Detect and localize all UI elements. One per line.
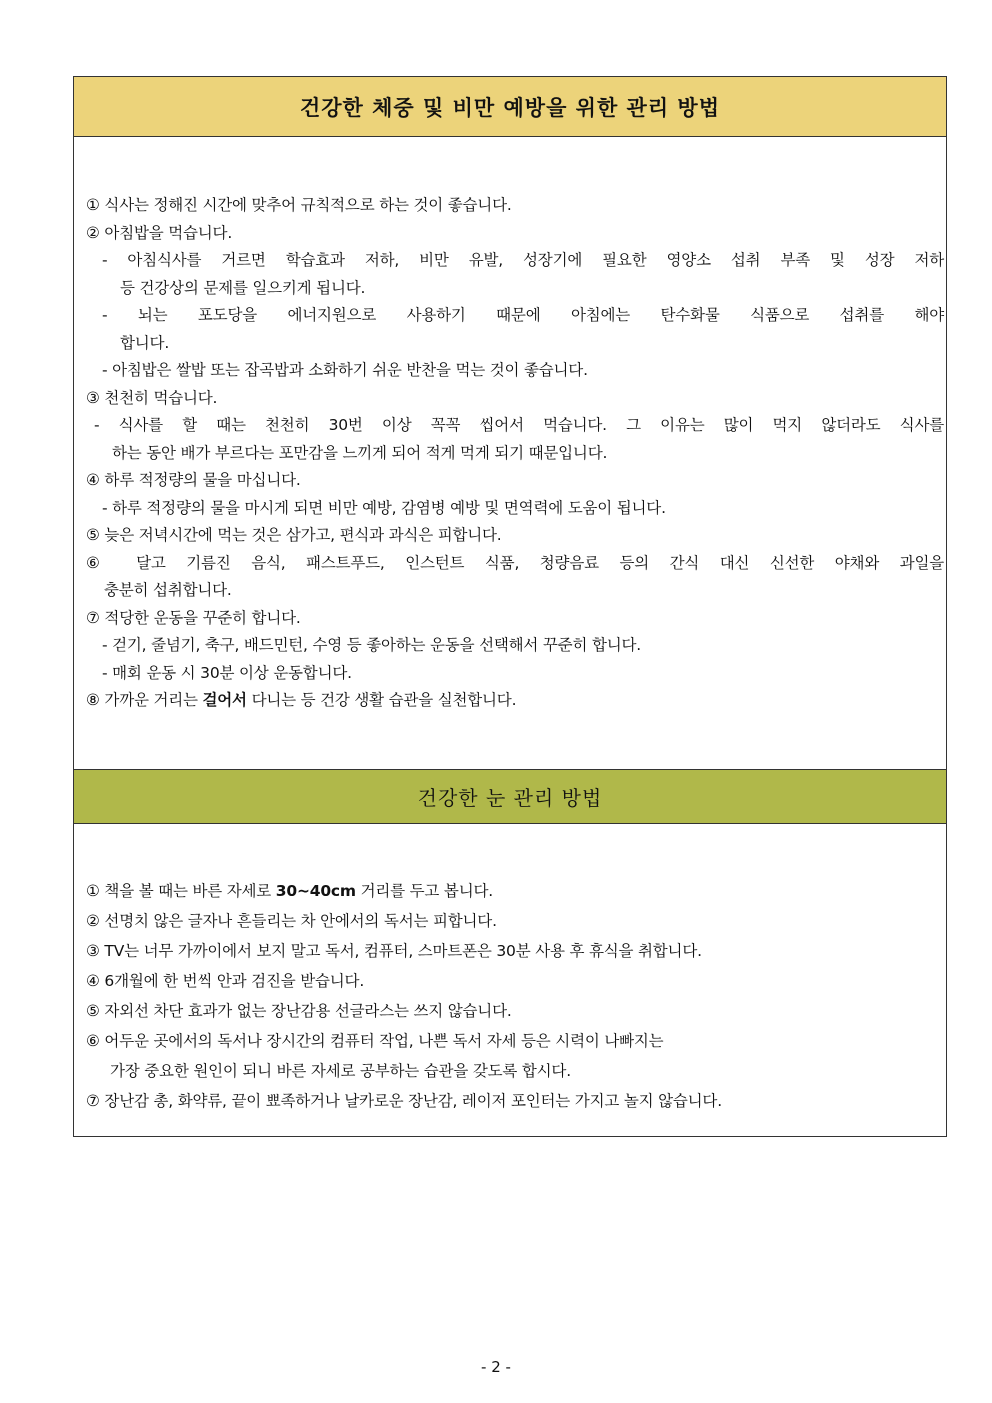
list-subitem: - 하루 적정량의 물을 마시게 되면 비만 예방, 감염병 예방 및 면역력에 도움이 됩니다. bbox=[102, 498, 666, 517]
list-item: ⑥ 어두운 곳에서의 독서나 장시간의 컴퓨터 작업, 나쁜 독서 자세 등은 시력이 나빠지는 bbox=[86, 1032, 664, 1050]
section-header bbox=[74, 77, 946, 137]
list-item: ④ 하루 적정량의 물을 마십니다. bbox=[86, 471, 301, 489]
section-content bbox=[74, 137, 946, 715]
list-subitem-continued: 하는 동안 배가 부르다는 포만감을 느끼게 되어 적게 먹게 되기 때문입니다. bbox=[112, 443, 608, 462]
list-subitem-continued: 합니다. bbox=[120, 333, 170, 352]
emphasis-text: 30~40cm bbox=[275, 882, 356, 900]
list-item: ⑤ 자외선 차단 효과가 없는 장난감용 선글라스는 쓰지 않습니다. bbox=[86, 1002, 512, 1020]
list-item: ⑥ 달고 기름진 음식, 패스트푸드, 인스턴트 식품, 청량음료 등의 간식 대신 신선한 야채와 과일을 bbox=[86, 553, 944, 572]
list-item bbox=[86, 876, 946, 906]
list-subitem: - 아침식사를 거르면 학습효과 저하, 비만 유발, 성장기에 필요한 영양소 섭취 부족 및 성장 저하 bbox=[102, 251, 944, 269]
text-segment: 거리를 두고 봅니다. bbox=[355, 882, 493, 900]
list-item bbox=[86, 687, 946, 715]
page-number: - 2 - bbox=[481, 1358, 511, 1376]
text-segment: 다니는 등 건강 생활 습관을 실천합니다. bbox=[246, 691, 517, 709]
section-content bbox=[74, 824, 946, 1116]
list-subitem: - 아침밥은 쌀밥 또는 잡곡밥과 소화하기 쉬운 반찬을 먹는 것이 좋습니다. bbox=[102, 361, 588, 379]
list-item-continued: 가장 중요한 원인이 되니 바른 자세로 공부하는 습관을 갖도록 합시다. bbox=[110, 1062, 571, 1080]
section-title: 건강한 눈 관리 방법 bbox=[417, 786, 603, 810]
text-segment: ① 책을 볼 때는 바른 자세로 bbox=[86, 882, 276, 900]
list-subitem-continued: 등 건강상의 문제를 일으키게 됩니다. bbox=[120, 278, 366, 297]
list-item: ① 식사는 정해진 시간에 맞추어 규칙적으로 하는 것이 좋습니다. bbox=[86, 196, 512, 214]
list-item: ② 선명치 않은 글자나 흔들리는 차 안에서의 독서는 피합니다. bbox=[86, 912, 497, 930]
weight-management-section bbox=[73, 76, 947, 770]
list-item: ⑦ 장난감 총, 화약류, 끝이 뾰족하거나 날카로운 장난감, 레이저 포인터는 가지고 놀지 않습니다. bbox=[86, 1092, 722, 1110]
list-item: ③ TV는 너무 가까이에서 보지 말고 독서, 컴퓨터, 스마트폰은 30분 사용 후 휴식을 취합니다. bbox=[86, 942, 702, 960]
list-subitem: - 뇌는 포도당을 에너지원으로 사용하기 때문에 아침에는 탄수화물 식품으로 섭취를 해야 bbox=[102, 306, 944, 324]
list-item: ⑤ 늦은 저녁시간에 먹는 것은 삼가고, 편식과 과식은 피합니다. bbox=[86, 526, 502, 544]
section-header bbox=[74, 770, 946, 824]
list-item: ⑦ 적당한 운동을 꾸준히 합니다. bbox=[86, 608, 301, 627]
list-subitem: - 걷기, 줄넘기, 축구, 배드민턴, 수영 등 좋아하는 운동을 선택해서 꾸준히 합니다. bbox=[102, 636, 641, 654]
list-item-continued: 충분히 섭취합니다. bbox=[104, 581, 232, 599]
list-subitem: - 매회 운동 시 30분 이상 운동합니다. bbox=[102, 663, 352, 682]
list-subitem: - 식사를 할 때는 천천히 30번 이상 꼭꼭 씹어서 먹습니다. 그 이유는 많이 먹지 않더라도 식사를 bbox=[94, 416, 944, 434]
text-segment: ⑧ 가까운 거리는 bbox=[86, 691, 203, 709]
emphasis-text: 걸어서 bbox=[202, 691, 247, 709]
eye-care-section bbox=[73, 769, 947, 1137]
list-item: ④ 6개월에 한 번씩 안과 검진을 받습니다. bbox=[86, 972, 365, 990]
list-item: ② 아침밥을 먹습니다. bbox=[86, 223, 233, 242]
section-title: 건강한 체중 및 비만 예방을 위한 관리 방법 bbox=[299, 95, 721, 120]
list-item: ③ 천천히 먹습니다. bbox=[86, 388, 218, 407]
